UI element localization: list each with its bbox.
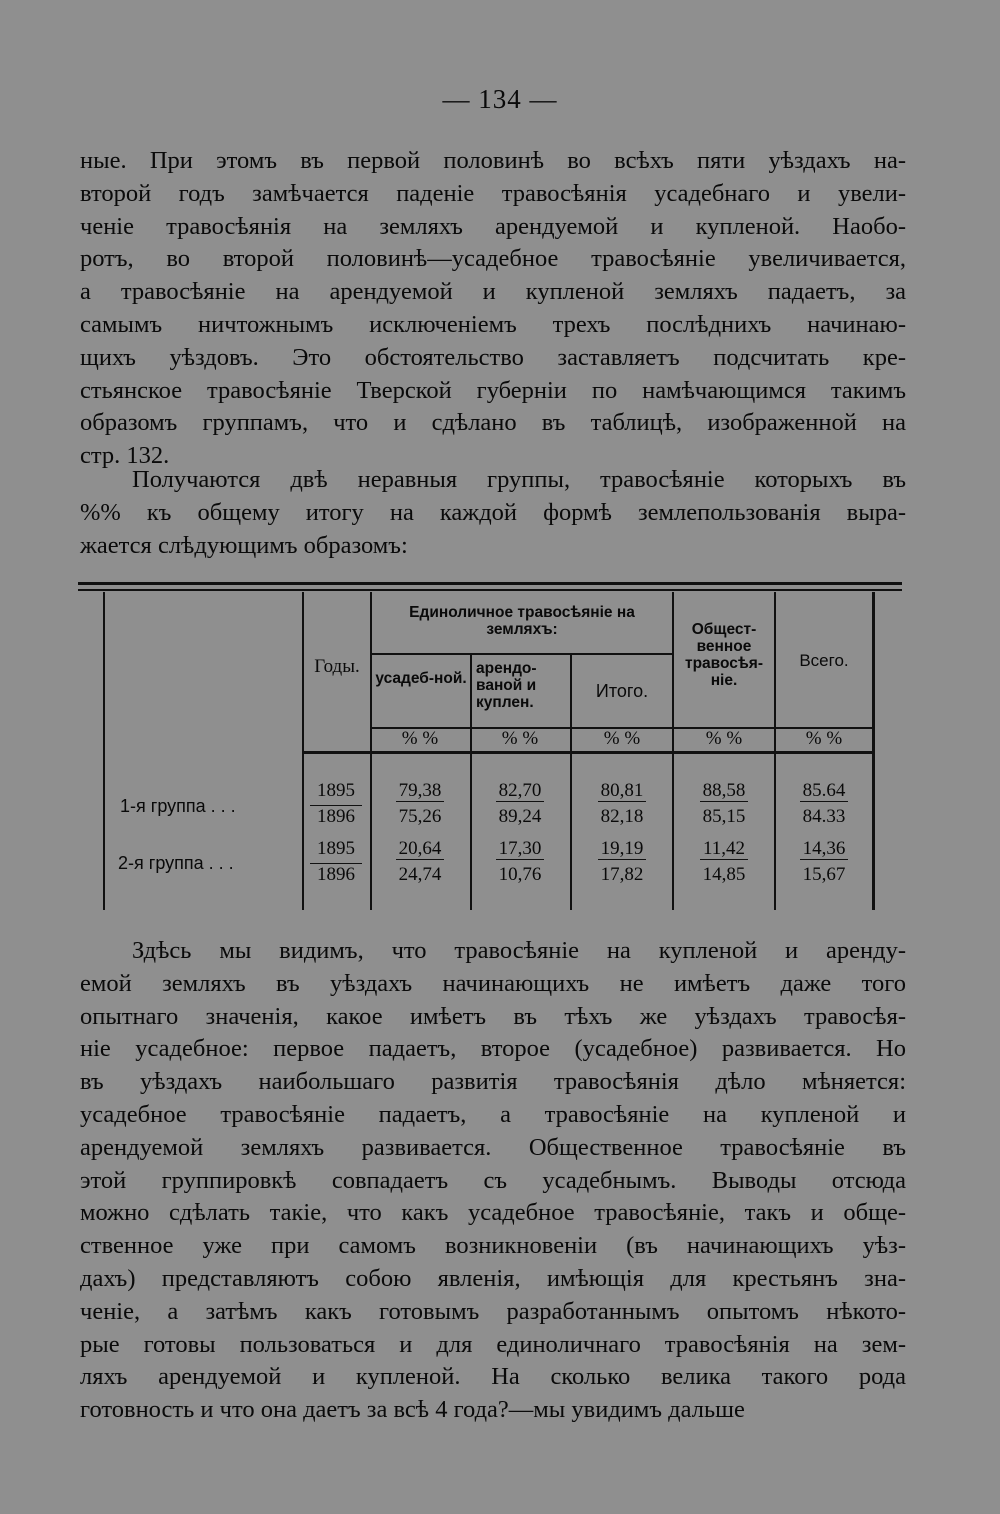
- paragraph-2: [80, 464, 906, 562]
- value-text: 88,58: [700, 780, 749, 802]
- value-cell: [472, 838, 568, 860]
- year-rule: [310, 805, 362, 806]
- header-rented: арендо-ваной и куплен.: [476, 660, 537, 711]
- pct-label: % %: [501, 728, 539, 749]
- value-text: 80,81: [598, 780, 647, 802]
- text-line: ротъ, во второй половинѣ—усадебное травосѣяніе увеличивается,: [80, 245, 906, 273]
- text-line: щихъ уѣздовъ. Это обстоятельство заставляетъ подсчитать кре-: [80, 343, 906, 371]
- header-all: Всего.: [799, 651, 849, 670]
- text-line: стр. 132.: [80, 442, 170, 470]
- value-text: 17,82: [600, 864, 644, 885]
- value-cell: [776, 864, 872, 886]
- year-cell: 1895: [317, 780, 355, 801]
- text-line: ные. При этомъ въ первой половинѣ во всѣхъ пяти уѣздахъ на-: [80, 147, 906, 174]
- pct-label: % %: [805, 728, 843, 749]
- text-line: второй годъ замѣчается паденіе травосѣянія усадебнаго и увели-: [80, 179, 906, 207]
- group-label-1: 1-я группа . . .: [120, 796, 236, 816]
- text-line: ніе усадебное: первое падаетъ, второе (усадебное) развивается. Но: [80, 1035, 906, 1063]
- value-text: 89,24: [498, 806, 542, 827]
- pct-label: % %: [401, 728, 439, 749]
- value-cell: [676, 864, 772, 886]
- value-cell: [574, 780, 670, 802]
- value-cell: [676, 838, 772, 860]
- paragraph-1: [80, 145, 906, 473]
- text-line: емой земляхъ въ уѣздахъ начинающихъ не имѣетъ даже того: [80, 969, 906, 997]
- header-individual: Единоличное травосѣяніе на земляхъ:: [409, 604, 635, 638]
- table-header-rule: [371, 653, 672, 655]
- value-text: 20,64: [396, 838, 445, 860]
- year-cell: 1895: [317, 838, 355, 859]
- value-cell: [472, 780, 568, 802]
- value-text: 14,85: [702, 864, 746, 885]
- text-line: рые готовы пользоваться и для единоличнаго травосѣянія на зем-: [80, 1330, 906, 1358]
- value-cell: [372, 806, 468, 828]
- pct-label: % %: [603, 728, 641, 749]
- value-cell: [472, 806, 568, 828]
- text-line: Здѣсь мы видимъ, что травосѣяніе на купленой и аренду-: [132, 937, 906, 964]
- page-number: — 134 —: [442, 84, 558, 114]
- value-text: 79,38: [396, 780, 445, 802]
- text-line: усадебное травосѣяніе падаетъ, а травосѣяніе на купленой и: [80, 1100, 906, 1128]
- value-cell: [776, 780, 872, 802]
- text-line: дахъ) представляютъ собою явленія, имѣющія для крестьянъ зна-: [80, 1264, 906, 1292]
- paragraph-3: [80, 935, 906, 1427]
- value-text: 75,26: [398, 806, 442, 827]
- value-text: 85,15: [702, 806, 746, 827]
- value-cell: [574, 838, 670, 860]
- text-line: Получаются двѣ неравныя группы, травосѣяніе которыхъ въ: [132, 466, 906, 493]
- value-cell: [372, 838, 468, 860]
- table-header-bottom-rule: [303, 751, 875, 754]
- value-text: 82,18: [600, 806, 644, 827]
- pct-label: % %: [705, 728, 743, 749]
- text-line: арендуемой земляхъ развивается. Общественное травосѣяніе въ: [80, 1133, 906, 1161]
- header-total: Итого.: [595, 681, 649, 701]
- text-line: %% къ общему итогу на каждой формѣ землепользованія выра-: [80, 498, 906, 526]
- text-line: самымъ ничтожнымъ исключеніемъ трехъ послѣднихъ начинаю-: [80, 310, 906, 338]
- value-text: 24,74: [398, 864, 442, 885]
- year-cell: 1896: [317, 806, 355, 827]
- text-line: жается слѣдующимъ образомъ:: [80, 531, 408, 559]
- header-estate: усадеб-ной.: [375, 670, 467, 687]
- text-line: опытнаго значенія, какое имѣетъ въ тѣхъ же уѣздахъ травосѣя-: [80, 1002, 906, 1030]
- value-text: 11,42: [700, 838, 748, 860]
- table-divider: [570, 655, 572, 910]
- value-text: 82,70: [496, 780, 545, 802]
- header-years: Годы.: [314, 656, 360, 677]
- value-cell: [676, 806, 772, 828]
- value-text: 84.33: [802, 806, 846, 827]
- text-line: ченіе, а затѣмъ какъ готовымъ разработаннымъ опытомъ нѣкото-: [80, 1297, 906, 1325]
- text-line: можно сдѣлать такіе, что какъ усадебное травосѣяніе, такъ и обще-: [80, 1199, 906, 1227]
- value-text: 17,30: [496, 838, 545, 860]
- text-line: а травосѣяніе на арендуемой и купленой земляхъ падаетъ, за: [80, 278, 906, 306]
- value-cell: [472, 864, 568, 886]
- text-line: ляхъ арендуемой и купленой. На сколько велика такого рода: [80, 1363, 906, 1391]
- table-border-left: [103, 592, 105, 910]
- text-line: этой группировкѣ совпадаетъ съ усадебнымъ. Выводы отсюда: [80, 1166, 906, 1194]
- text-line: ственное уже при самомъ возникновеніи (въ начинающихъ уѣз-: [80, 1232, 906, 1260]
- value-cell: [776, 838, 872, 860]
- table-top-rule: [78, 582, 902, 585]
- value-cell: [574, 806, 670, 828]
- year-cell: 1896: [317, 864, 355, 885]
- year-rule: [310, 863, 362, 864]
- value-cell: [676, 780, 772, 802]
- value-text: 15,67: [802, 864, 846, 885]
- header-communal: Общест-венное травосѣя-ніе.: [685, 621, 763, 689]
- value-cell: [776, 806, 872, 828]
- value-text: 14,36: [800, 838, 849, 860]
- text-line: образомъ группамъ, что и сдѣлано въ таблицѣ, изображенной на: [80, 409, 906, 437]
- text-line: въ уѣздахъ наибольшаго развитія травосѣянія дѣло мѣняется:: [80, 1068, 906, 1096]
- table-top-rule-2: [78, 589, 902, 591]
- value-text: 10,76: [498, 864, 542, 885]
- text-line: ченіе травосѣянія на земляхъ арендуемой и купленой. Наобо-: [80, 212, 906, 240]
- value-text: 85.64: [800, 780, 849, 802]
- value-cell: [574, 864, 670, 886]
- text-line: стьянское травосѣяніе Тверской губерніи по намѣчающимся такимъ: [80, 376, 906, 404]
- value-cell: [372, 864, 468, 886]
- group-label-2: 2-я группа . . .: [118, 853, 234, 873]
- text-line: готовность и что она даетъ за всѣ 4 года?—мы увидимъ дальше: [80, 1396, 745, 1424]
- value-text: 19,19: [598, 838, 647, 860]
- value-cell: [372, 780, 468, 802]
